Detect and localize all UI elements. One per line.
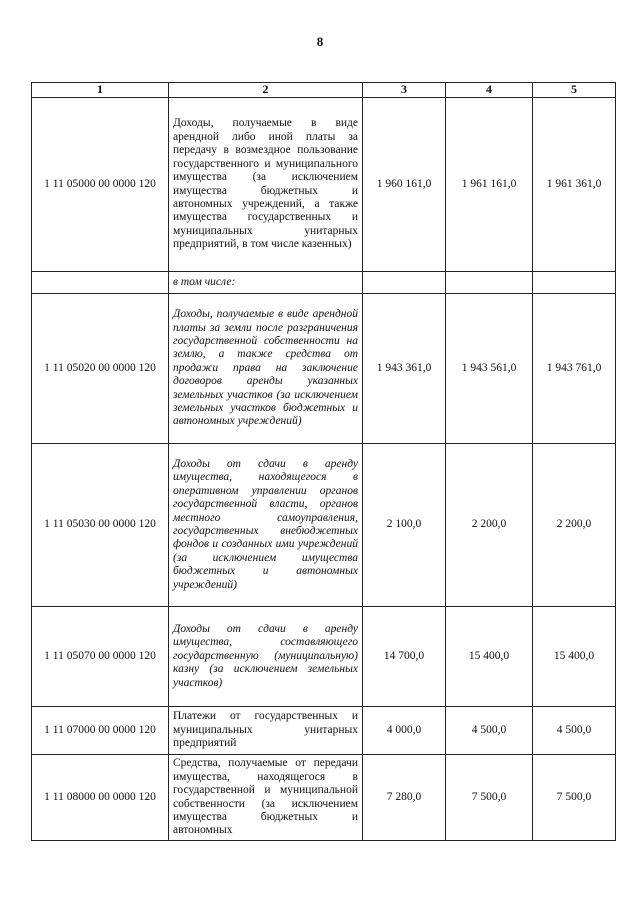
table-row bbox=[32, 272, 616, 294]
value-col-3 bbox=[363, 272, 446, 294]
value-col-3: 1 943 361,0 bbox=[363, 294, 446, 444]
value-col-4: 1 961 161,0 bbox=[446, 98, 533, 272]
value-col-4: 4 500,0 bbox=[446, 707, 533, 755]
revenue-description: Доходы, получаемые в виде арендной либо иной платы за передачу в возмездное пользование государственного и муниципального имущества (за исключением имущества бюджетных и автономных учреждений, а также имущества государственных и муниципальных унитарных предприятий, в том числе казенных) bbox=[169, 98, 363, 272]
value-col-3: 1 960 161,0 bbox=[363, 98, 446, 272]
revenue-description: Доходы, получаемые в виде арендной платы за земли после разграничения государственной собственности на землю, а также средства от продажи права на заключение договоров аренды указанных земельных участков (за исключением земельных участков бюджетных и автономных учреждений) bbox=[169, 294, 363, 444]
revenue-description: Доходы от сдачи в аренду имущества, находящегося в оперативном управлении органов государственной власти, органов местного самоуправления, государственных внебюджетных фондов и созданных ими учреждений (за исключением имущества бюджетных и автономных учреждений) bbox=[169, 444, 363, 607]
value-col-3: 14 700,0 bbox=[363, 607, 446, 707]
value-col-5 bbox=[533, 272, 616, 294]
revenue-description: Платежи от государственных и муниципальных унитарных предприятий bbox=[169, 707, 363, 755]
revenue-code bbox=[32, 272, 169, 294]
revenue-code: 1 11 05000 00 0000 120 bbox=[32, 98, 169, 272]
value-col-4 bbox=[446, 272, 533, 294]
table-row bbox=[32, 707, 616, 755]
revenue-description: в том числе: bbox=[169, 272, 363, 294]
value-col-4: 15 400,0 bbox=[446, 607, 533, 707]
value-col-5: 7 500,0 bbox=[533, 755, 616, 841]
revenue-code: 1 11 05020 00 0000 120 bbox=[32, 294, 169, 444]
table-header-row bbox=[32, 83, 616, 98]
column-header-4: 4 bbox=[446, 83, 533, 98]
column-header-1: 1 bbox=[32, 83, 169, 98]
revenue-code: 1 11 05070 00 0000 120 bbox=[32, 607, 169, 707]
value-col-4: 7 500,0 bbox=[446, 755, 533, 841]
page-number: 8 bbox=[316, 34, 324, 49]
value-col-5: 4 500,0 bbox=[533, 707, 616, 755]
value-col-3: 4 000,0 bbox=[363, 707, 446, 755]
table-row bbox=[32, 294, 616, 444]
value-col-3: 7 280,0 bbox=[363, 755, 446, 841]
table-row bbox=[32, 755, 616, 841]
value-col-4: 1 943 561,0 bbox=[446, 294, 533, 444]
value-col-4: 2 200,0 bbox=[446, 444, 533, 607]
revenue-code: 1 11 08000 00 0000 120 bbox=[32, 755, 169, 841]
table-row bbox=[32, 607, 616, 707]
revenue-code: 1 11 05030 00 0000 120 bbox=[32, 444, 169, 607]
table-row bbox=[32, 98, 616, 272]
value-col-5: 2 200,0 bbox=[533, 444, 616, 607]
value-col-5: 1 943 761,0 bbox=[533, 294, 616, 444]
table-row bbox=[32, 444, 616, 607]
value-col-5: 15 400,0 bbox=[533, 607, 616, 707]
column-header-2: 2 bbox=[169, 83, 363, 98]
revenue-description: Доходы от сдачи в аренду имущества, составляющего государственную (муниципальную) казну (за исключением земельных участков) bbox=[169, 607, 363, 707]
revenue-description: Средства, получаемые от передачи имущества, находящегося в государственной и муниципальной собственности (за исключением имущества бюджетных и автономных bbox=[169, 755, 363, 841]
revenue-code: 1 11 07000 00 0000 120 bbox=[32, 707, 169, 755]
column-header-3: 3 bbox=[363, 83, 446, 98]
value-col-5: 1 961 361,0 bbox=[533, 98, 616, 272]
value-col-3: 2 100,0 bbox=[363, 444, 446, 607]
budget-revenue-table bbox=[31, 82, 616, 841]
column-header-5: 5 bbox=[533, 83, 616, 98]
